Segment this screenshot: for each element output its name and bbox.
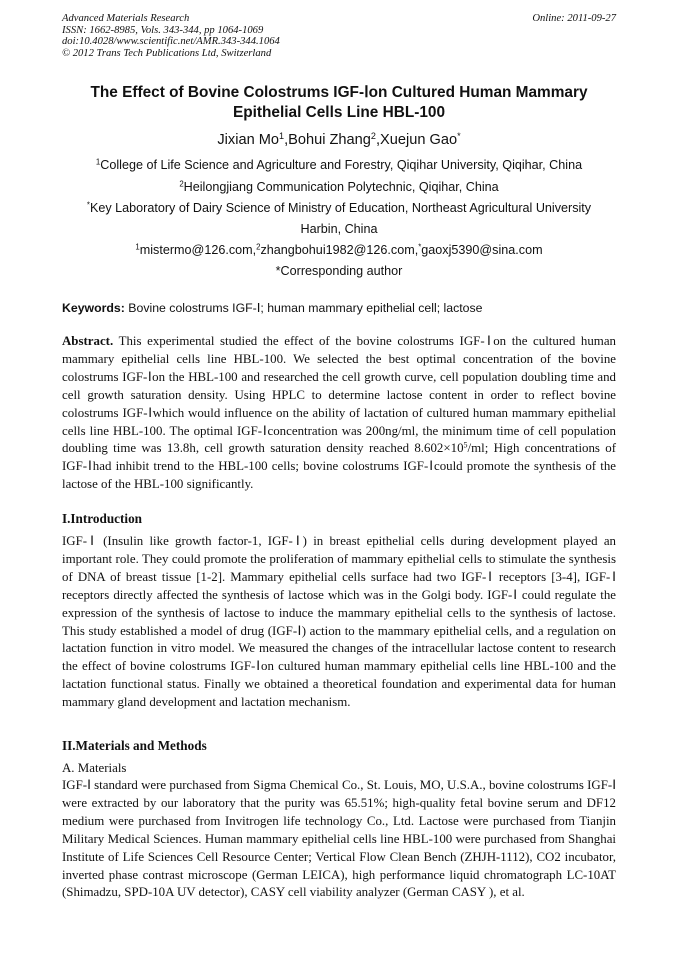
online-date: Online: 2011-09-27 [532,13,616,24]
materials-body: IGF-Ⅰ standard were purchased from Sigma Chemical Co., St. Louis, MO, U.S.A., bovine colostrums IGF-Ⅰ were extracted by our laboratory that the purity was 65.51%; high-quality fetal bovine serum and DF12 medium were purchased from Invitrogen life technology Co., Ltd. Lactose were purchased from Tianjin Military Medical Sciences. Human mammary epithelial cells line HBL-100 were purchased from Shanghai Institute of Life Sciences Cell Resource Center; Vertical Flow Clean Bench (ZHJH-1112), CO2 incubator, inverted phase contrast microscope (German LEICA), high performance liquid chromatograph LC-10AT (Shimadzu, SPD-10A UV detector), CASY cell viability analyzer (German CASY ), et al. [62,778,616,900]
author-name: ,Xuejun Gao [375,132,458,148]
author-name: Jixian Mo [217,132,280,148]
corresponding-author-note: *Corresponding author [275,264,403,278]
email-address: zhangbohui1982@126.com, [260,243,419,257]
paper-title: The Effect of Bovine Colostrums IGF-Ⅰon Cultured Human Mammary Epithelial Cells Line HBL-100 [90,84,588,121]
affiliation-sup: * [86,200,90,210]
materials-subheading: A. Materials [62,761,127,775]
abstract-text: This experimental studied the effect of the bovine colostrums IGF-Ⅰon the cultured human mammary epithelial cells line HBL-100. We selected the best optimal concentration of the bovine colostrums IGF-Ⅰon the HBL-100 and researched the cell growth curve, cell population doubling time and cell growth saturation density. Using HPLC to determine lactose content in order to reflect bovine colostrums IGF-Ⅰwhich would influence on the ability of lactation of cultured human mammary epithelial cells line HBL-100. The optimal IGF-Ⅰconcentration was 200ng/ml, the minimum time of cell population doubling time was 13.8h, cell growth saturation density reached 8.602×10 [62,334,616,456]
author-sup: 1 [279,131,285,142]
affiliation-text: Heilongjiang Communication Polytechnic, Qiqihar, China [183,180,499,194]
introduction-heading: I.Introduction [62,511,143,526]
abstract-exponent: 5 [463,441,468,451]
author-sup: * [457,131,461,142]
keywords-text: Bovine colostrums IGF-Ⅰ; human mammary epithelial cell; lactose [124,301,483,315]
email-sup: 2 [256,242,261,252]
author-line [60,130,618,150]
email-sup: * [418,242,422,252]
abstract [62,333,616,494]
email-sup: 1 [135,242,140,252]
journal-name: Advanced Materials Research [62,13,190,24]
keywords [62,300,618,316]
methods-heading: II.Materials and Methods [62,738,207,753]
journal-header [62,13,616,59]
doi-line: doi:10.4028/www.scientific.net/AMR.343-344.1064 [62,36,280,48]
affiliation-3-city: Harbin, China [300,222,378,236]
affiliation-sup: 1 [95,157,101,167]
issn-line: ISSN: 1662-8985, Vols. 343-344, pp 1064-1069 [62,24,264,36]
author-name: ,Bohui Zhang [284,132,371,148]
affiliation-1 [40,157,638,173]
email-address: gaoxj5390@sina.com [421,243,543,257]
affiliation-text: College of Life Science and Agriculture and Forestry, Qiqihar University, Qiqihar, China [100,158,583,172]
abstract-label: Abstract. [62,334,114,348]
affiliation-sup: 2 [179,179,184,189]
copyright-line: © 2012 Trans Tech Publications Ltd, Switzerland [62,47,272,59]
abstract-text-cont: /ml; High concentrations of IGF-Ⅰhad inhibit trend to the HBL-100 cells; bovine colostrums IGF-Ⅰcould promote the synthesis of the lactose of the HBL-100 significantly. [62,441,617,492]
email-address: mistermo@126.com, [139,243,257,257]
affiliation-3 [40,200,638,216]
affiliation-text: Key Laboratory of Dairy Science of Ministry of Education, Northeast Agricultural University [89,201,592,215]
email-line [40,242,638,258]
keywords-label: Keywords: [62,301,125,315]
author-sup: 2 [370,131,376,142]
affiliation-2 [40,179,638,195]
introduction-body: IGF-Ⅰ (Insulin like growth factor-1, IGF-Ⅰ) in breast epithelial cells during development played an important role. They could promote the proliferation of mammary epithelial cells to stimulate the synthesis of DNA of breast tissue [1-2]. Mammary epithelial cells surface had two IGF-Ⅰ receptors [3-4], IGF-Ⅰ receptors directly affected the synthesis of lactose which was in the Golgi body. IGF-Ⅰ could regulate the expression of the synthesis of lactose to induce the mammary epithelial cells to the synthesis of lactose. This study established a model of drug (IGF-Ⅰ) action to the mammary epithelial cells, and a regulation on lactation function in vitro model. We measured the changes of the intracellular lactose content to research the effect of bovine colostrums IGF-Ⅰon cultured human mammary epithelial cells line HBL-100 and the lactation functional status. Finally we obtained a theoretical foundation and experimental data for human mammary gland development and lactation mechanism. [62,534,616,710]
